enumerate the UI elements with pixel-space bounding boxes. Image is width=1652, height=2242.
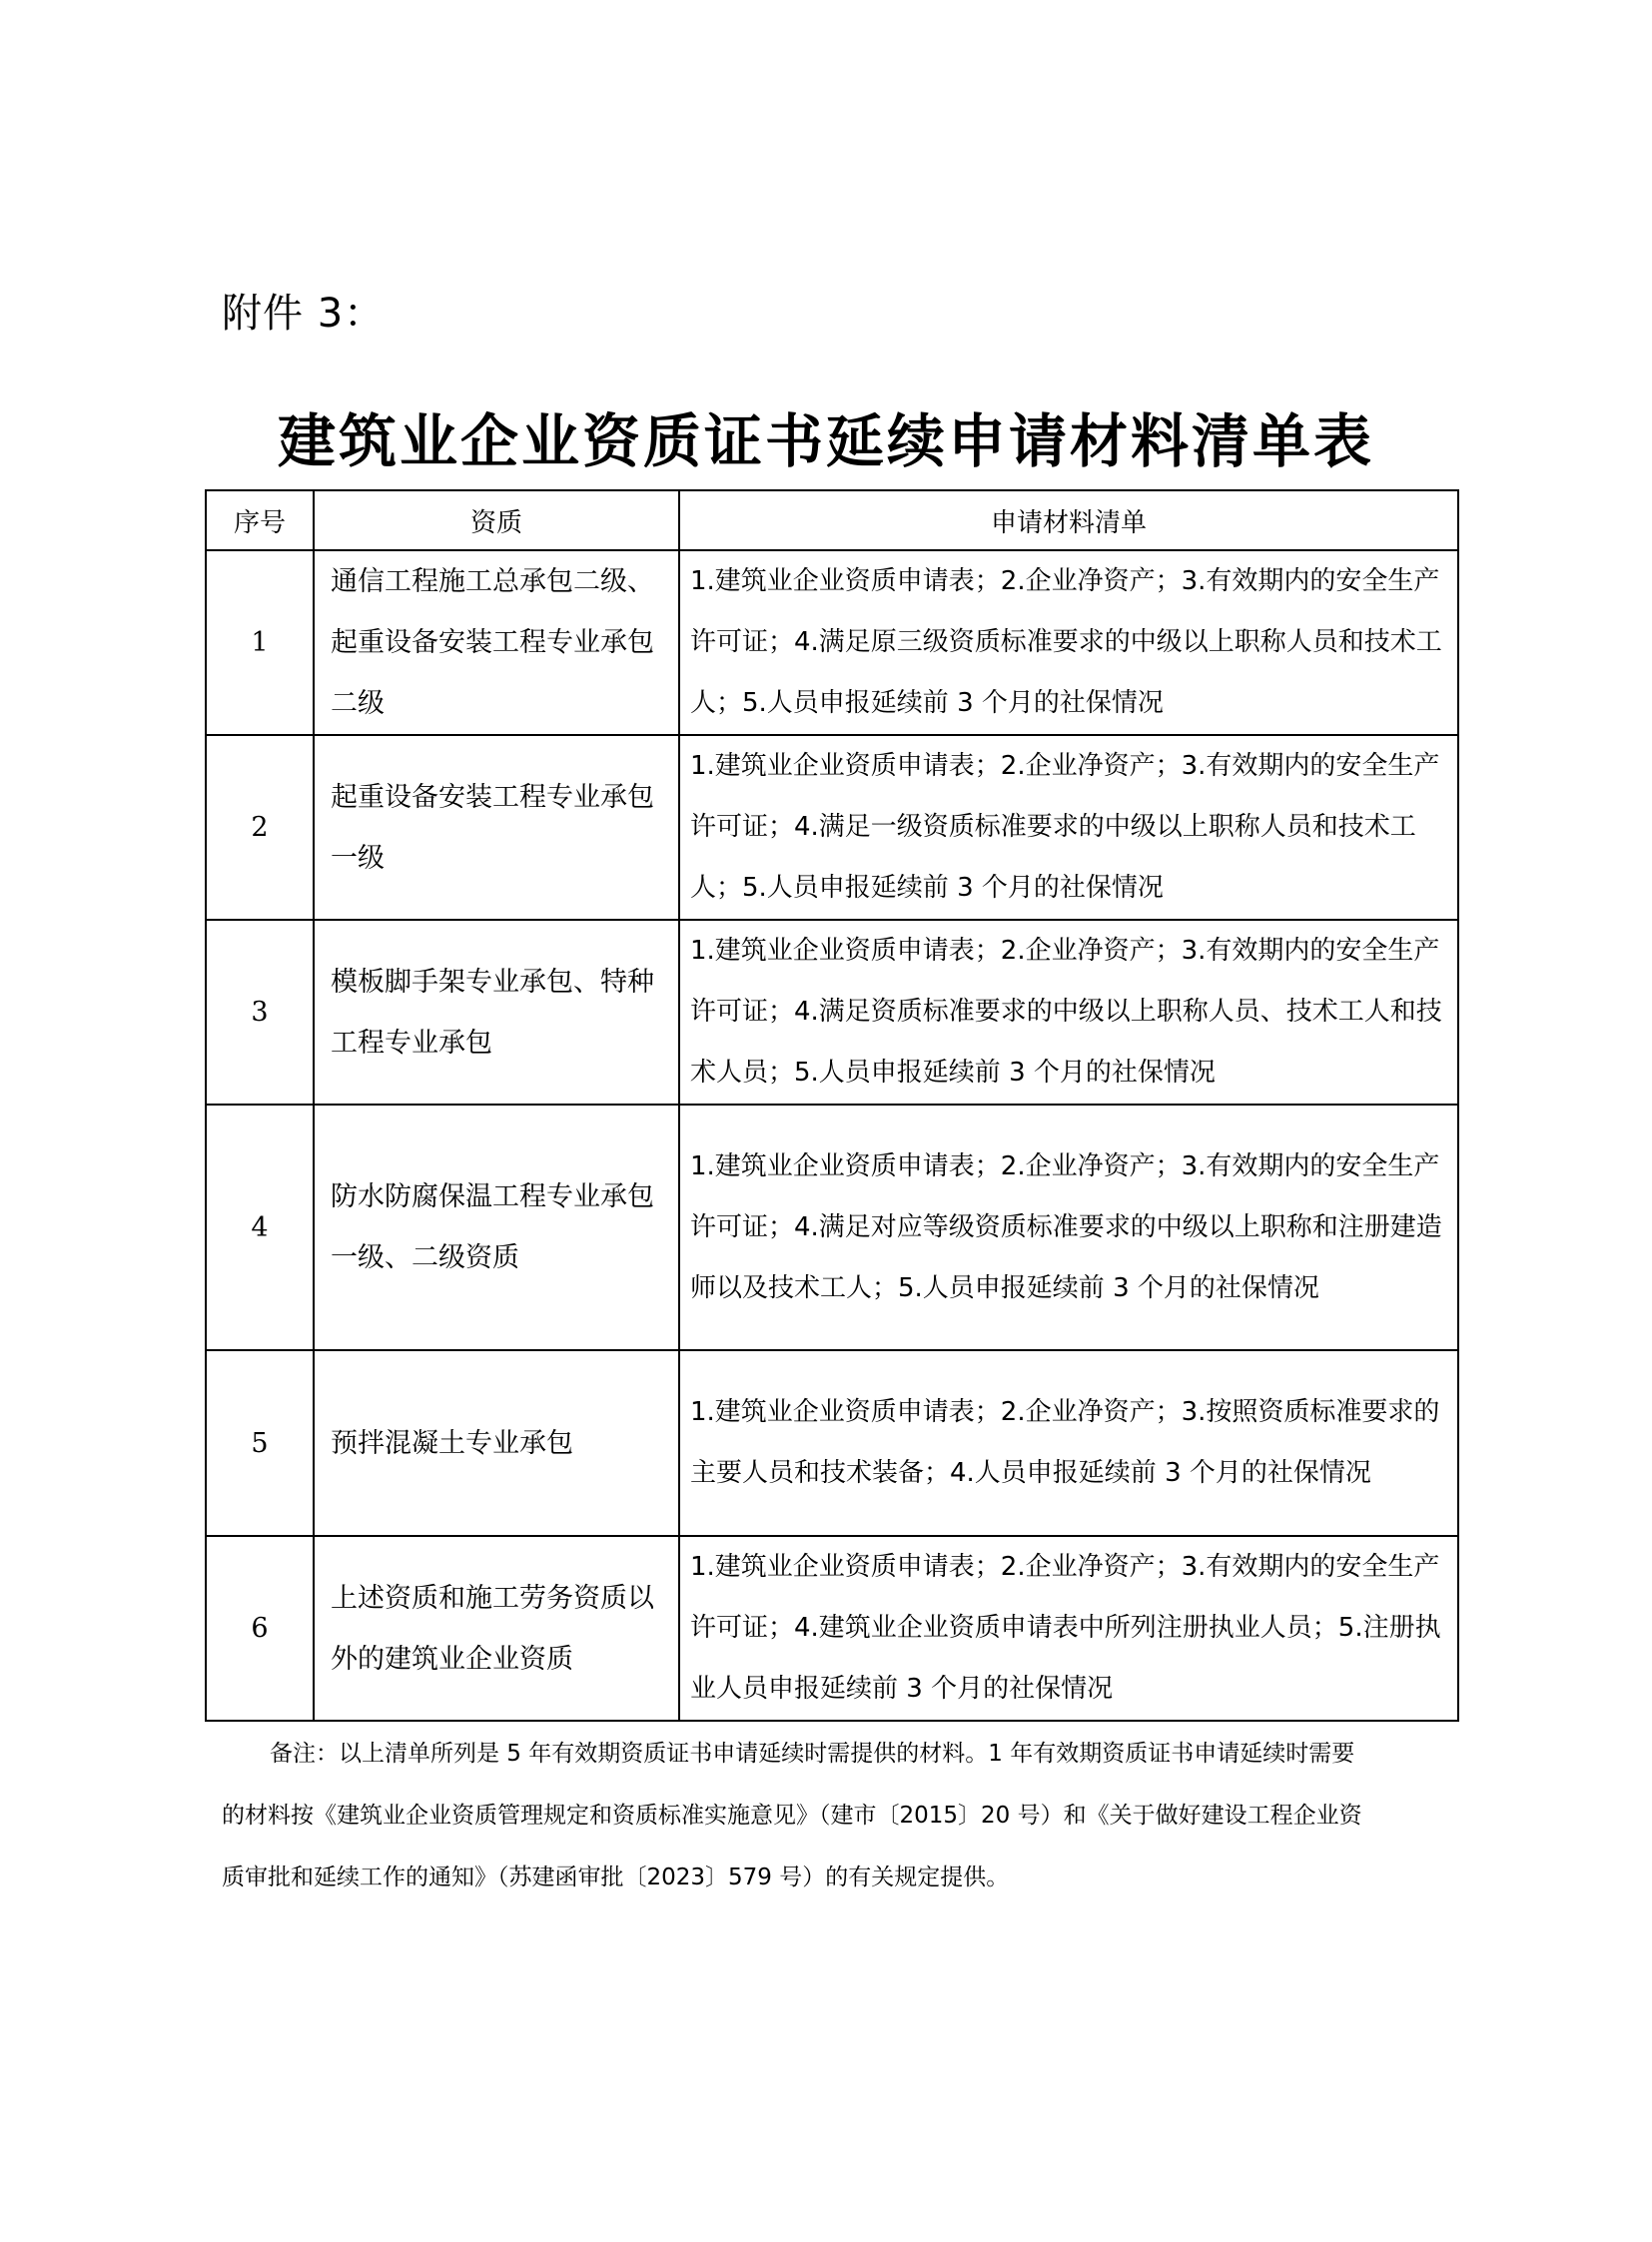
row-qualification: 防水防腐保温工程专业承包一级、二级资质: [314, 1105, 679, 1350]
row-qualification: 起重设备安装工程专业承包一级: [314, 735, 679, 920]
document-title: 建筑业企业资质证书延续申请材料清单表: [277, 407, 1374, 475]
row-materials: 1.建筑业企业资质申请表；2.企业净资产；3.有效期内的安全生产许可证；4.满足资质标准要求的中级以上职称人员、技术工人和技术人员；5.人员申报延续前 3 个月的社保情况: [679, 920, 1458, 1105]
table-row: [206, 1105, 1458, 1350]
table-row: [206, 550, 1458, 735]
header-qualification: 资质: [314, 490, 679, 550]
table-row: [206, 1536, 1458, 1721]
header-number: 序号: [206, 490, 314, 550]
row-materials: 1.建筑业企业资质申请表；2.企业净资产；3.有效期内的安全生产许可证；4.满足原三级资质标准要求的中级以上职称人员和技术工人；5.人员申报延续前 3 个月的社保情况: [679, 550, 1458, 735]
materials-table: [205, 489, 1459, 1722]
row-materials: 1.建筑业企业资质申请表；2.企业净资产；3.有效期内的安全生产许可证；4.满足一级资质标准要求的中级以上职称人员和技术工人；5.人员申报延续前 3 个月的社保情况: [679, 735, 1458, 920]
table-row: [206, 920, 1458, 1105]
header-materials: 申请材料清单: [679, 490, 1458, 550]
row-number: 2: [206, 735, 314, 920]
note-line: 备注：以上清单所列是 5 年有效期资质证书申请延续时需提供的材料。1 年有效期资质证书申请延续时需要: [270, 1741, 1355, 1767]
row-number: 1: [206, 550, 314, 735]
row-materials: 1.建筑业企业资质申请表；2.企业净资产；3.按照资质标准要求的主要人员和技术装备；4.人员申报延续前 3 个月的社保情况: [679, 1350, 1458, 1536]
row-qualification: 上述资质和施工劳务资质以外的建筑业企业资质: [314, 1536, 679, 1721]
table-header-row: [206, 490, 1458, 550]
row-qualification: 预拌混凝土专业承包: [314, 1350, 679, 1536]
row-number: 5: [206, 1350, 314, 1536]
row-number: 3: [206, 920, 314, 1105]
attachment-label: 附件 3：: [222, 291, 386, 337]
note-line: 的材料按《建筑业企业资质管理规定和资质标准实施意见》（建市〔2015〕20 号）和《关于做好建设工程企业资: [222, 1803, 1362, 1829]
row-materials: 1.建筑业企业资质申请表；2.企业净资产；3.有效期内的安全生产许可证；4.满足对应等级资质标准要求的中级以上职称和注册建造师以及技术工人；5.人员申报延续前 3 个月的社保情况: [679, 1105, 1458, 1350]
row-materials: 1.建筑业企业资质申请表；2.企业净资产；3.有效期内的安全生产许可证；4.建筑业企业资质申请表中所列注册执业人员；5.注册执业人员申报延续前 3 个月的社保情况: [679, 1536, 1458, 1721]
row-qualification: 模板脚手架专业承包、特种工程专业承包: [314, 920, 679, 1105]
remarks-note: [222, 1723, 1452, 1908]
note-line: 质审批和延续工作的通知》（苏建函审批〔2023〕579 号）的有关规定提供。: [222, 1865, 1010, 1890]
row-number: 4: [206, 1105, 314, 1350]
table-row: [206, 1350, 1458, 1536]
table-row: [206, 735, 1458, 920]
row-qualification: 通信工程施工总承包二级、起重设备安装工程专业承包二级: [314, 550, 679, 735]
row-number: 6: [206, 1536, 314, 1721]
